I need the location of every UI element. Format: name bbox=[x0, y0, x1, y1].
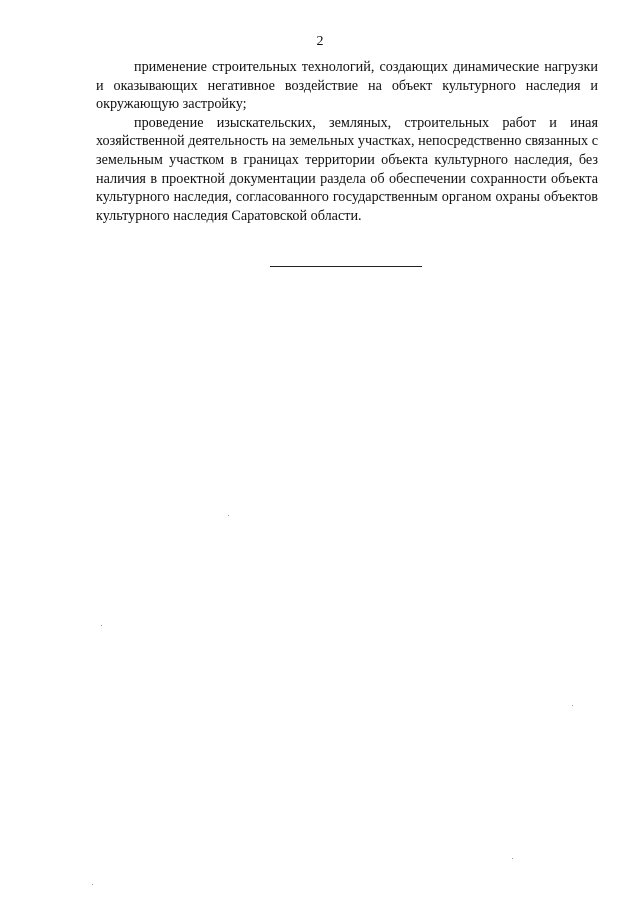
paragraph-construction-technologies: применение строительных технологий, создающих динамические нагрузки и оказывающих негативное воздействие на объект культурного наследия и окружающую застройку; bbox=[96, 59, 598, 113]
scan-speck bbox=[228, 515, 229, 516]
scan-speck bbox=[512, 858, 513, 859]
scan-speck bbox=[572, 705, 573, 706]
scan-speck bbox=[101, 625, 102, 626]
end-separator-line bbox=[270, 266, 422, 267]
scan-speck bbox=[92, 884, 93, 885]
page-number: 2 bbox=[316, 34, 324, 49]
document-body bbox=[96, 58, 598, 225]
paragraph-survey-works: проведение изыскательских, земляных, строительных работ и иная хозяйственной деятельность на земельных участках, непосредственно связанных с земельным участком в границах территории объекта культурного наследия, без наличия в проектной документации раздела об обеспечении сохранности объекта культурного наследия, согласованного государственным органом охраны объектов культурного наследия Саратовской области. bbox=[96, 114, 598, 224]
